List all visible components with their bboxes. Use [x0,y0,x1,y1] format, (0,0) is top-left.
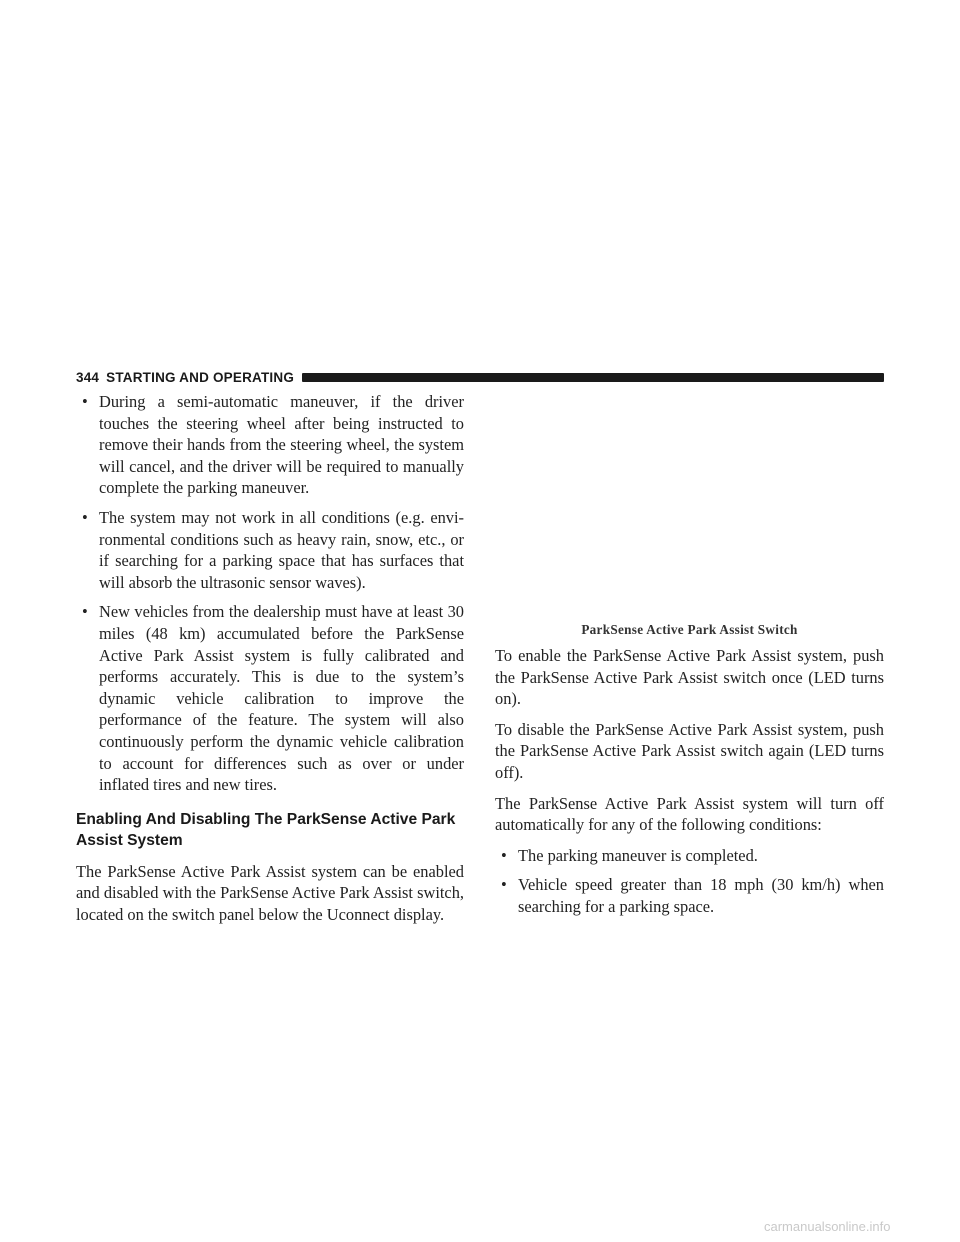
figure-placeholder [495,391,884,619]
right-bullet-list [495,845,884,918]
page-header [76,370,884,384]
right-column [495,645,884,926]
body-paragraph: The ParkSense Active Park Assist system can be enabled and disabled with the ParkSense Active Park Assist switch, located on the switch panel below the Uconnect display. [76,861,464,924]
list-item: • New vehicles from the dealership must have at least 30 miles (48 km) accumulated before the ParkSense Active Park Assist system is fully calibrated and performs accurately. This is due to the system’s dynamic vehicle calibration to improve the performance of the feature. The system will also continuously perform the dynamic vehicle calibration to account for differences such as over or under inflated tires and new tires. [76,601,464,795]
body-paragraph: To enable the ParkSense Active Park Assist system, push the ParkSense Active Park Assist switch once (LED turns on). [495,646,884,709]
left-bullet-list [76,391,464,796]
list-item: • The parking maneuver is completed. [495,845,884,867]
header-rule [302,373,884,382]
section-title: STARTING AND OPERATING [106,369,295,385]
section-heading: Enabling And Disabling The ParkSense Active Park Assist System [76,810,456,849]
list-item: • During a semi-automatic maneuver, if the driver touches the steering wheel after being instructed to remove their hands from the steering wheel, the system will cancel, and the driver will be required to manually complete the parking maneuver. [76,391,464,499]
list-item: • Vehicle speed greater than 18 mph (30 km/h) when searching for a parking space. [495,874,884,917]
page-number: 344 [76,369,100,385]
left-column [76,391,464,934]
figure-caption: ParkSense Active Park Assist Switch [581,622,798,637]
body-paragraph: To disable the ParkSense Active Park Assist system, push the ParkSense Active Park Assist switch again (LED turns off). [495,719,884,782]
body-paragraph: The ParkSense Active Park Assist system will turn off automatically for any of the following conditions: [495,793,884,835]
watermark: carmanualsonline.info [764,1219,891,1234]
list-item: • The system may not work in all conditions (e.g. envi-ronmental conditions such as heavy rain, snow, etc., or if searching for a parking space that has surfaces that will absorb the ultrasonic sensor waves). [76,507,464,593]
